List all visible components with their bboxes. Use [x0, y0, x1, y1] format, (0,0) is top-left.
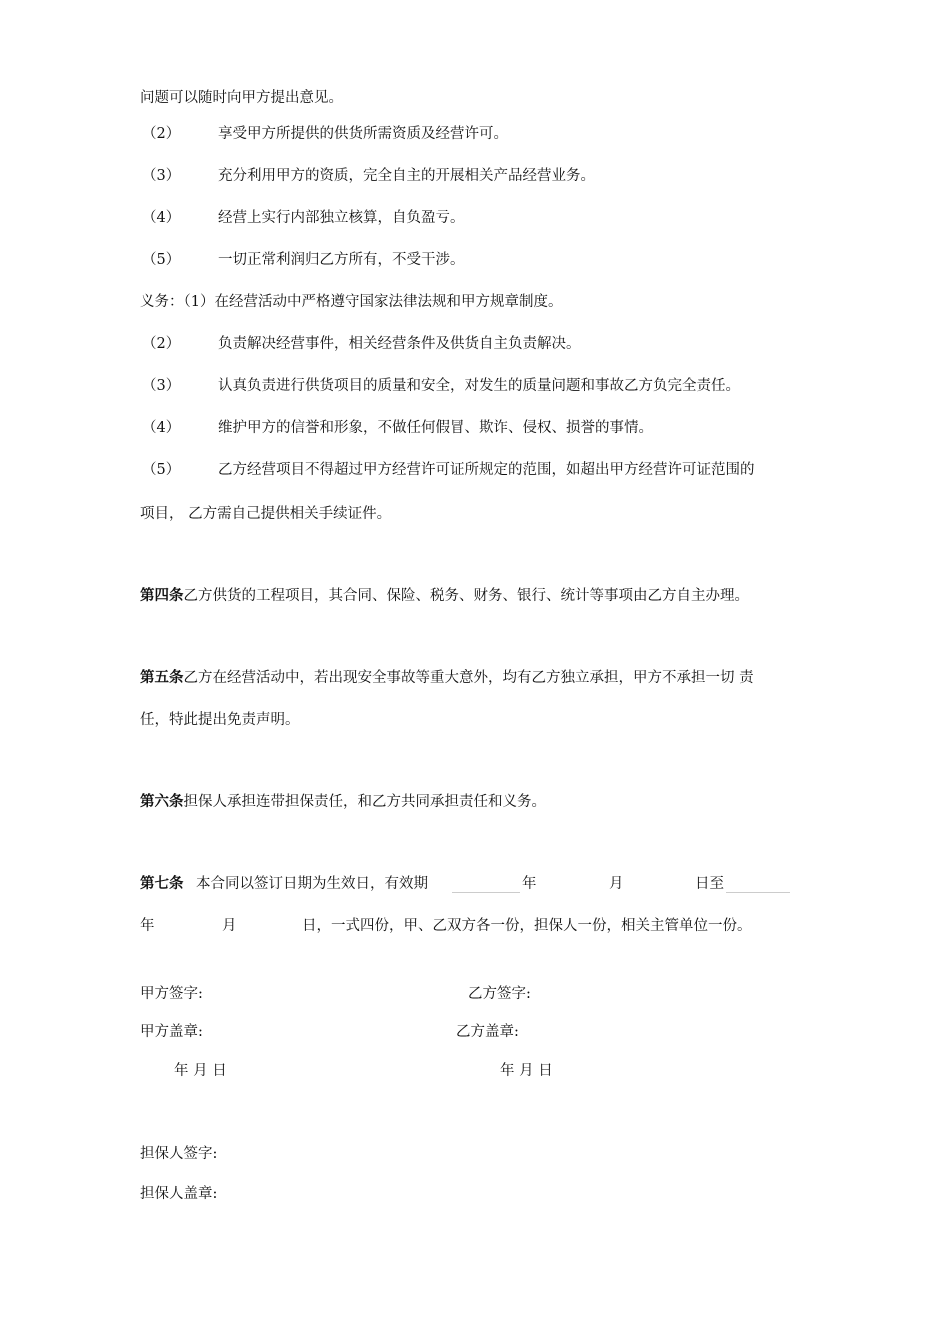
duty-item-2 — [142, 334, 581, 354]
item-number: （2） — [142, 336, 181, 352]
right-item-2 — [142, 124, 508, 144]
article-7-intro: 本合同以签订日期为生效日，有效期 — [196, 876, 428, 892]
duties-intro: 义务：（1）在经营活动中严格遵守国家法律法规和甲方规章制度。 — [140, 294, 563, 310]
guarantor-signature: 担保人签字: — [140, 1146, 218, 1162]
article-text: 乙方在经营活动中，若出现安全事故等重大意外，均有乙方独立承担，甲方不承担一切 责 — [183, 670, 754, 686]
article-5 — [140, 668, 754, 688]
item-text: 经营上实行内部独立核算，自负盈亏。 — [218, 210, 465, 226]
party-b-seal: 乙方盖章: — [456, 1024, 519, 1040]
item-number: （4） — [142, 420, 181, 436]
duty-item-4 — [142, 418, 653, 438]
article-6 — [140, 792, 546, 812]
article-7-label — [140, 874, 184, 894]
party-b-date: 年 月 日 — [500, 1063, 553, 1079]
right-item-5 — [142, 250, 465, 270]
article-7-line2-month: 月 — [222, 918, 237, 934]
item-number: （2） — [142, 126, 181, 142]
item-text: 享受甲方所提供的供货所需资质及经营许可。 — [218, 126, 508, 142]
article-7-line2-rest: 日，一式四份，甲、乙双方各一份，担保人一份，相关主管单位一份。 — [302, 918, 752, 934]
article-text: 担保人承担连带担保责任，和乙方共同承担责任和义务。 — [183, 794, 546, 810]
article-5-continued: 任，特此提出免责声明。 — [140, 712, 300, 728]
item-number: （5） — [142, 252, 181, 268]
item-number: （4） — [142, 210, 181, 226]
article-label: 第六条 — [140, 793, 184, 810]
item-text: 乙方经营项目不得超过甲方经营许可证所规定的范围，如超出甲方经营许可证范围的 — [218, 462, 755, 478]
year-blank[interactable] — [452, 876, 520, 893]
rights-tail: 问题可以随时向甲方提出意见。 — [140, 90, 343, 106]
item-text: 负责解决经营事件，相关经营条件及供货自主负责解决。 — [218, 336, 581, 352]
duty-item-5-continued: 项目， 乙方需自己提供相关手续证件。 — [140, 506, 392, 522]
duty-item-3 — [142, 376, 740, 396]
party-a-date: 年 月 日 — [174, 1063, 227, 1079]
end-date-blank[interactable] — [726, 876, 790, 893]
article-label: 第五条 — [140, 669, 184, 686]
article-7-line2-year: 年 — [140, 918, 155, 934]
item-text: 一切正常利润归乙方所有，不受干涉。 — [218, 252, 465, 268]
duty-item-5 — [142, 460, 755, 480]
right-item-4 — [142, 208, 465, 228]
article-text: 乙方供货的工程项目，其合同、保险、税务、财务、银行、统计等事项由乙方自主办理。 — [183, 588, 749, 604]
item-text: 认真负责进行供货项目的质量和安全，对发生的质量问题和事故乙方负完全责任。 — [218, 378, 740, 394]
article-label: 第四条 — [140, 587, 184, 604]
article-label: 第七条 — [140, 875, 184, 892]
item-text: 维护甲方的信誉和形象，不做任何假冒、欺诈、侵权、损誉的事情。 — [218, 420, 653, 436]
party-a-seal: 甲方盖章: — [140, 1024, 203, 1040]
article-7-month: 月 — [609, 876, 624, 892]
party-b-signature: 乙方签字: — [468, 986, 531, 1002]
right-item-3 — [142, 166, 595, 186]
item-number: （3） — [142, 168, 181, 184]
item-number: （5） — [142, 462, 181, 478]
article-7-year: 年 — [522, 876, 537, 892]
item-number: （3） — [142, 378, 181, 394]
item-text: 充分利用甲方的资质，完全自主的开展相关产品经营业务。 — [218, 168, 595, 184]
guarantor-seal: 担保人盖章: — [140, 1186, 218, 1202]
party-a-signature: 甲方签字: — [140, 986, 203, 1002]
article-4 — [140, 586, 749, 606]
article-7-day-to: 日至 — [695, 876, 724, 892]
